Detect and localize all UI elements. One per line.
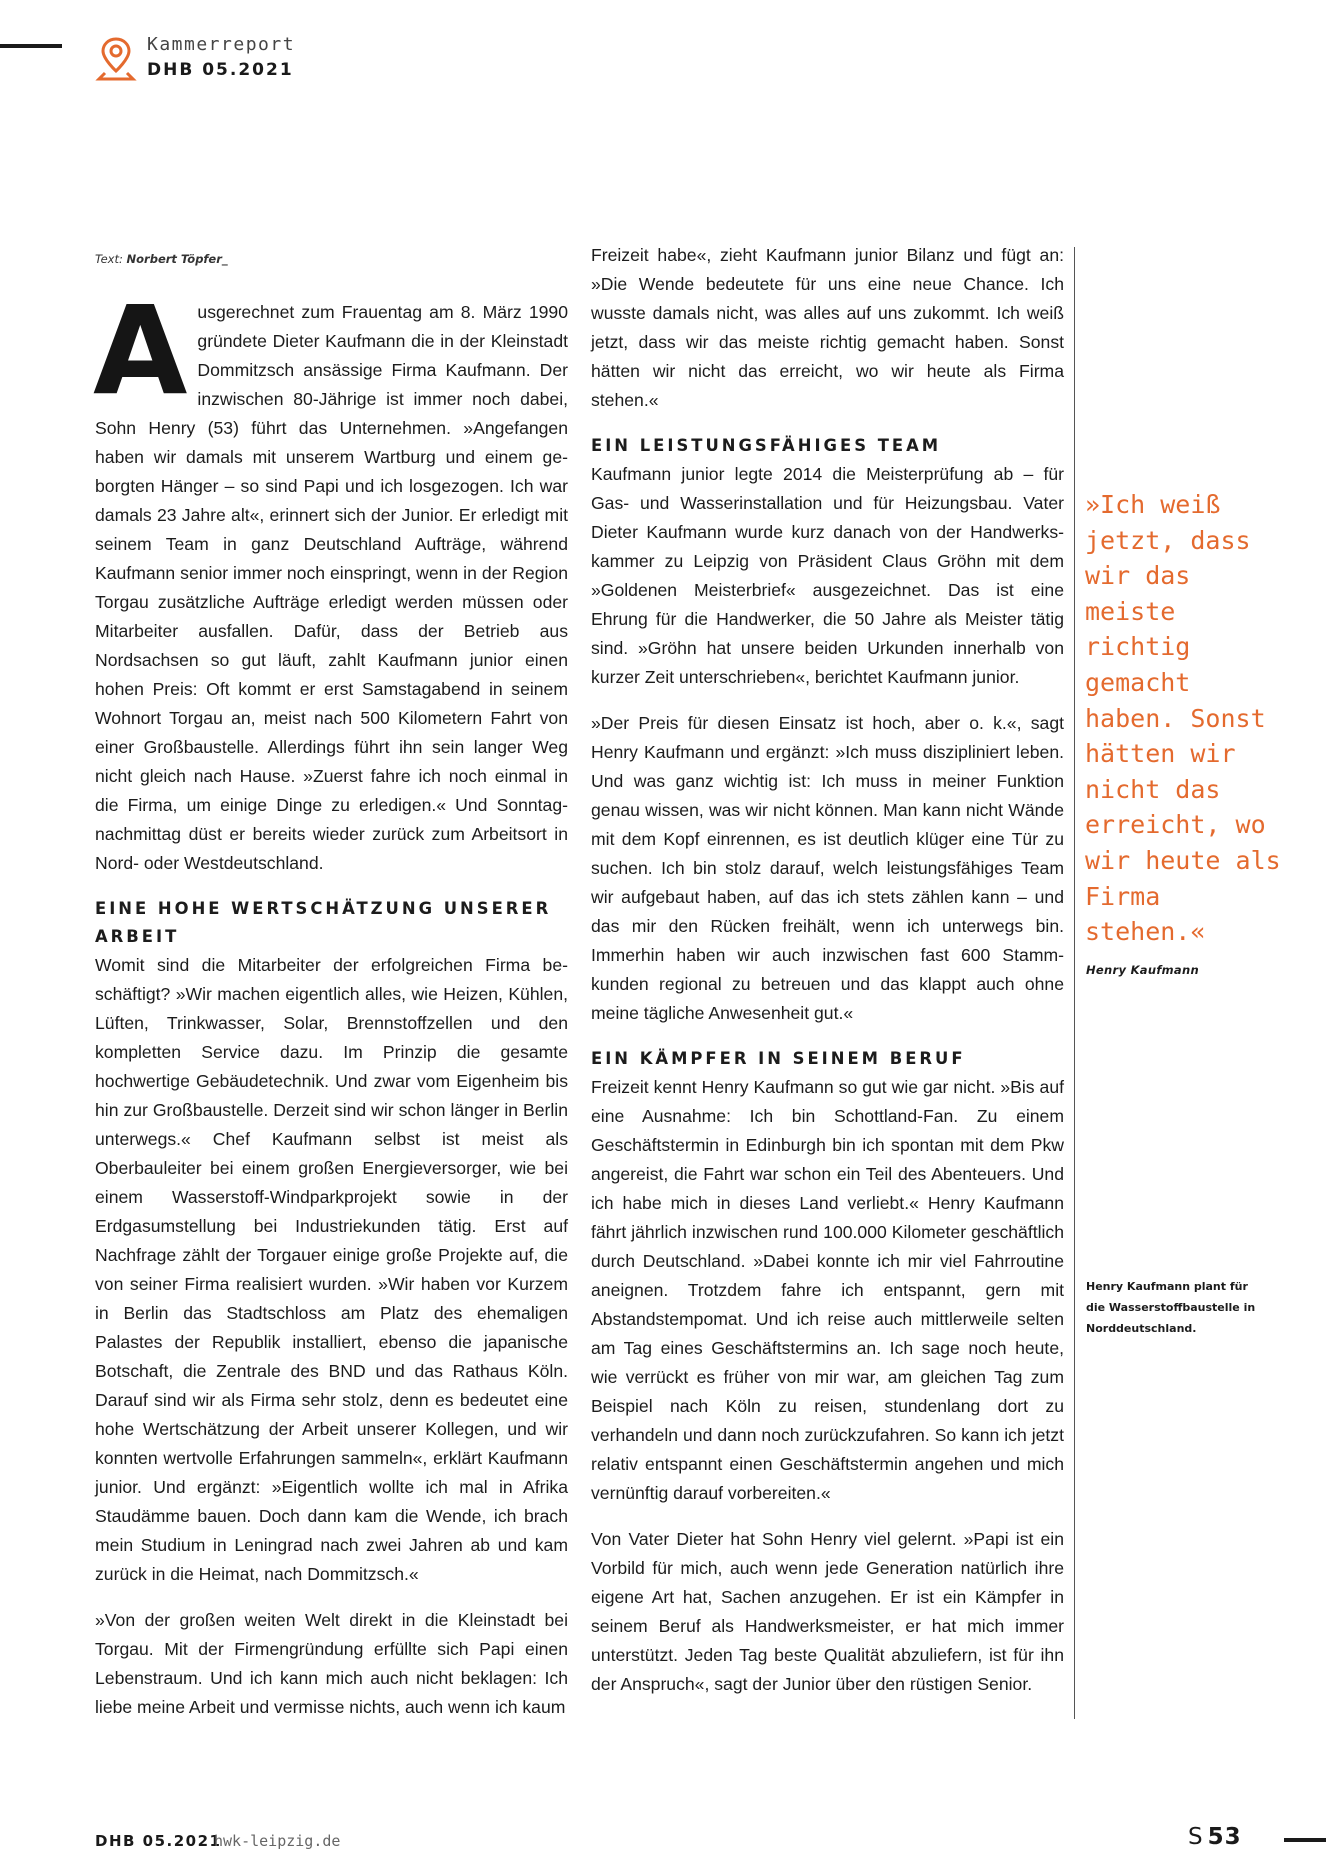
paragraph: Freizeit kennt Henry Kaufmann so gut wie gar nicht. »Bis auf eine Ausnahme: Ich bin Schottland-Fan. Zu einem Geschäftstermin in Edinburgh bin ich spontan mit dem Pkw angereist, die Fahrt war schon ein Teil des Abenteuers. Und ich habe mich in dieses Land verliebt.« Henry Kaufmann fährt jährlich inzwischen rund 100.000 Kilometer geschäftlich durch Deutschland. »Dabei konnte ich mir viel Fahrroutine aneignen. Trotzdem fahre ich entspannt, gern mit Abstandstempomat. Und ich reise auch mittlerweile selten am Tag eines Geschäftstermins an. Ich sage noch heute, wie verrückt es früher von mir war, am gleichen Tag zum Beispiel nach Köln zu reisen, stundenlang dort zu verhandeln und dann noch zurückzufahren. So kann ich jetzt relativ entspannt einen Geschäftstermin angehen und mich vernünftig darauf vorbereiten.« — [591, 1077, 1064, 1503]
footer-issue: DHB 05.2021 — [95, 1832, 222, 1850]
article-column-2 — [591, 241, 1064, 1699]
paragraph: »Der Preis für diesen Einsatz ist hoch, aber o. k.«, sagt Henry Kaufmann und ergänzt: »Ich muss diszipliniert leben. Und was ganz wichtig ist: Ich muss in meiner Funktion genau wissen, was wir nicht können. Man kann nicht Wände mit dem Kopf einrennen, es ist deutlich klüger eine Tür zu suchen. Ich bin stolz darauf, welch leistungsfähiges Team wir aufgebaut haben, auf das ich stets zählen kann – und das mir den Rücken freihält, wenn ich unterwegs bin. Immerhin haben wir auch inzwischen fast 600 Stammkunden regional zu betreuen und das klappt auch ohne meine tägliche Anwesenheit gut.« — [591, 713, 1064, 1023]
drop-cap: A — [93, 280, 188, 422]
photo-caption — [1086, 1276, 1286, 1339]
issue-label: DHB 05.2021 — [147, 60, 294, 80]
article-column-1 — [95, 251, 568, 1722]
paragraph: »Von der großen weiten Welt direkt in die Kleinstadt bei Torgau. Mit der Firmengründung erfüllte sich Papi einen Lebenstraum. Und ich kann mich auch nicht beklagen: Ich liebe meine Arbeit und vermisse nichts, auch wenn ich kaum — [95, 1610, 568, 1717]
location-pin-icon — [95, 35, 137, 83]
footer-url[interactable]: hwk-leipzig.de — [214, 1832, 341, 1850]
paragraph: Womit sind die Mitarbeiter der erfolgreichen Firma beschäftigt? »Wir machen eigentlich alles, wie Heizen, Kühlen, Lüften, Trinkwasser, Solar, Brennstoffzellen und den kompletten Service dazu. Im Prinzip die gesamte hochwertige Gebäudetechnik. Und zwar vom Eigenheim bis hin zur Großbaustelle. Derzeit sind wir schon länger in Berlin unterwegs.« Chef Kaufmann selbst ist meist als Oberbauleiter bei einem großen Energieversorger, wie bei einem Wasserstoff-Windparkprojekt sowie in der Erdgasumstellung bei Industriekunden tätig. Erst auf Nachfrage zählt der Torgauer einige große Projekte auf, die von seiner Firma realisiert wurden. »Wir haben vor Kurzem in Berlin das Stadtschloss am Platz des ehemaligen Palastes der Republik installiert, ebenso die japanische Botschaft, die Zentrale des BND und das Rathaus Köln. Darauf sind wir als Firma sehr stolz, denn es bedeutet eine hohe Wertschätzung der Arbeit unserer Kollegen, und wir konnten wertvolle Erfahrungen sammeln«, erklärt Kaufmann junior. Und ergänzt: »Eigentlich wollte ich mal in Afrika Staudämme bauen. Doch dann kam die Wende, ich brach mein Studium in Leningrad nach zwei Jahren ab und kam zurück in die Heimat, nach Dommitzsch.« — [95, 955, 568, 1584]
paragraph: usgerechnet zum Frauentag am 8. März 1990 gründete Dieter Kaufmann die in der Kleinstadt Dommitzsch ansässige Firma Kaufmann. Der inzwischen 80-Jährige ist immer noch dabei, Sohn Henry (53) führt das Unternehmen. »Angefangen haben wir damals mit unserem Wartburg und einem geborgten Hänger – so sind Papi und ich losgezogen. Ich war damals 23 Jahre alt«, erinnert sich der Junior. Er erledigt mit seinem Team in ganz Deutschland Aufträge, während Kaufmann senior immer noch einspringt, wenn in der Region Torgau zusätzliche Aufträge erledigt werden müssen oder Mitarbeiter ausfallen. Dafür, dass der Betrieb aus Nordsachsen so gut läuft, zahlt Kaufmann junior einen hohen Preis: Oft kommt er erst Samstagabend in seinem Wohnort Torgau an, meist nach 500 Kilometern Fahrt von einer Großbaustelle. Allerdings führt ihn sein langer Weg nicht gleich nach Hause. »Zuerst fahre ich noch einmal in die Firma, um einige Dinge zu erledigen.« Und Sonntagnachmittag düst er bereits wieder zurück zum Arbeitsort in Nord- oder Westdeutschland. — [95, 302, 568, 873]
byline — [95, 251, 568, 267]
pull-quote-author: Henry Kaufmann — [1086, 963, 1199, 977]
page-number — [1188, 1824, 1242, 1850]
pull-quote: »Ich weiß jetzt, dass wir das meiste richtig gemacht haben. Sonst hätten wir nicht das erreicht, wo wir heute als Firma stehen.« — [1085, 490, 1281, 947]
paragraph: Kaufmann junior legte 2014 die Meisterprüfung ab – für Gas- und Wasserinstallation und für Heizungsbau. Vater Dieter Kaufmann wurde kurz danach von der Handwerkskammer zu Leipzig von Präsident Claus Gröhn mit dem »Goldenen Meisterbrief« ausgezeichnet. Das ist eine Ehrung für die Handwerker, die 50 Jahre als Meister tätig sind. »Gröhn hat unsere beiden Urkunden innerhalb von kurzer Zeit unterschrieben«, berichtet Kaufmann junior. — [591, 464, 1064, 687]
page-prefix: S — [1188, 1824, 1203, 1850]
subheading: EIN LEISTUNGSFÄHIGES TEAM — [591, 436, 942, 455]
byline-author: Norbert Töpfer_ — [126, 252, 228, 266]
bottom-rule — [1284, 1838, 1326, 1842]
top-rule — [0, 44, 62, 48]
caption-line: Henry Kaufmann plant für — [1086, 1280, 1248, 1293]
byline-prefix: Text: — [95, 252, 123, 266]
section-title: Kammerreport — [147, 34, 296, 55]
paragraph: Freizeit habe«, zieht Kaufmann junior Bilanz und fügt an: »Die Wende bedeutete für uns eine neue Chance. Ich wusste damals nicht, was alles auf uns zukommt. Ich weiß jetzt, dass wir das meiste richtig gemacht haben. Sonst hätten wir nicht das erreicht, wo wir heute als Firma stehen.« — [591, 245, 1064, 410]
subheading: EIN KÄMPFER IN SEINEM BERUF — [591, 1049, 966, 1068]
page-number-value: 53 — [1207, 1824, 1242, 1850]
subheading: EINE HOHE WERTSCHÄTZUNG UNSERER ARBEIT — [95, 899, 552, 946]
paragraph: Von Vater Dieter hat Sohn Henry viel gelernt. »Papi ist ein Vorbild für mich, auch wenn jede Generation natürlich ihre eigene Art hat, Sachen anzugehen. Er ist ein Kämpfer in seinem Beruf als Handwerksmeister, er hat mich immer unterstützt. Jeden Tag beste Qualität abzuliefern, ist für ihn der Anspruch«, sagt der Junior über den rüstigen Senior. — [591, 1529, 1064, 1694]
caption-line: die Wasserstoffbaustelle in — [1086, 1301, 1256, 1314]
column-divider — [1074, 247, 1075, 1719]
caption-line: Norddeutschland. — [1086, 1322, 1197, 1335]
